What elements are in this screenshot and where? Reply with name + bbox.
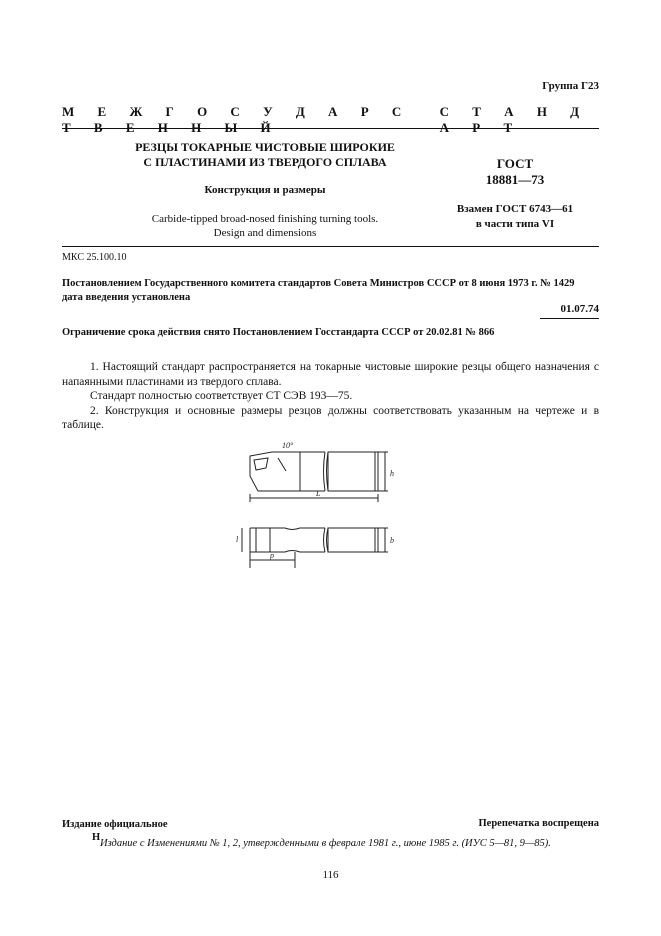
decree bbox=[62, 277, 599, 305]
replaces-info bbox=[430, 202, 600, 232]
english-title-line-2: Design and dimensions bbox=[213, 227, 317, 239]
l-label: l bbox=[236, 535, 239, 544]
amendments-note: Издание с Изменениями № 1, 2, утвержденными в феврале 1981 г., июне 1985 г. (ИУС 5—81, 9—85). bbox=[100, 838, 551, 849]
p-label: p bbox=[270, 551, 274, 560]
header-rule bbox=[62, 128, 599, 129]
gost-block bbox=[430, 156, 600, 232]
tool-drawing bbox=[230, 438, 420, 578]
mks-code: МКС 25.100.10 bbox=[62, 252, 127, 263]
reprint-note: Перепечатка воспрещена bbox=[478, 818, 599, 829]
replaces-line-1: Взамен ГОСТ 6743—61 bbox=[456, 203, 574, 215]
limit-note: Ограничение срока действия снято Постановлением Госстандарта СССР от 20.02.81 № 866 bbox=[62, 327, 495, 338]
english-title-line-1: Carbide-tipped broad-nosed finishing turning tools. bbox=[151, 213, 379, 225]
paragraph-2: Стандарт полностью соответствует СТ СЭВ 193—75. bbox=[90, 390, 353, 402]
edition-official: Издание официальное bbox=[62, 819, 168, 830]
L-label: L bbox=[316, 489, 321, 498]
decree-line-1: Постановлением Государственного комитета стандартов Совета Министров СССР от 8 июня 1973 г. № 1429 bbox=[62, 278, 575, 289]
gost-number: 18881—73 bbox=[485, 172, 545, 187]
group-code: Группа Г23 bbox=[542, 80, 599, 92]
section-rule bbox=[62, 246, 599, 247]
decree-line-2: дата введения установлена bbox=[62, 292, 191, 303]
paragraph-1: 1. Настоящий стандарт распространяется на токарные чистовые широкие резцы общего назначения с напаянными пластинами из твердого сплава. bbox=[62, 361, 599, 388]
edition-mark: Н bbox=[92, 832, 101, 843]
intro-date-rule bbox=[540, 318, 599, 319]
gost-name: ГОСТ bbox=[496, 156, 534, 171]
english-title bbox=[100, 212, 430, 240]
title-block bbox=[100, 140, 430, 240]
h-label: h bbox=[390, 469, 394, 478]
header-right: С Т А Н Д А Р Т bbox=[439, 104, 590, 135]
title-line-2: С ПЛАСТИНАМИ ИЗ ТВЕРДОГО СПЛАВА bbox=[143, 155, 387, 169]
title-line-1: РЕЗЦЫ ТОКАРНЫЕ ЧИСТОВЫЕ ШИРОКИЕ bbox=[135, 140, 395, 154]
header-title bbox=[62, 104, 599, 136]
top-view bbox=[242, 528, 388, 568]
page-number: 116 bbox=[322, 869, 339, 881]
angle-label: 10° bbox=[282, 441, 294, 450]
replaces-line-2: в части типа VI bbox=[475, 218, 555, 230]
body-text bbox=[62, 360, 599, 433]
subtitle: Конструкция и размеры bbox=[204, 184, 326, 196]
paragraph-3: 2. Конструкция и основные размеры резцов должны соответствовать указанным на чертеже и в таблице. bbox=[62, 404, 599, 431]
intro-date: 01.07.74 bbox=[560, 303, 599, 315]
header-left: М Е Ж Г О С У Д А Р С Т В Е Н Н Ы Й bbox=[62, 104, 412, 135]
b-label: b bbox=[390, 536, 394, 545]
